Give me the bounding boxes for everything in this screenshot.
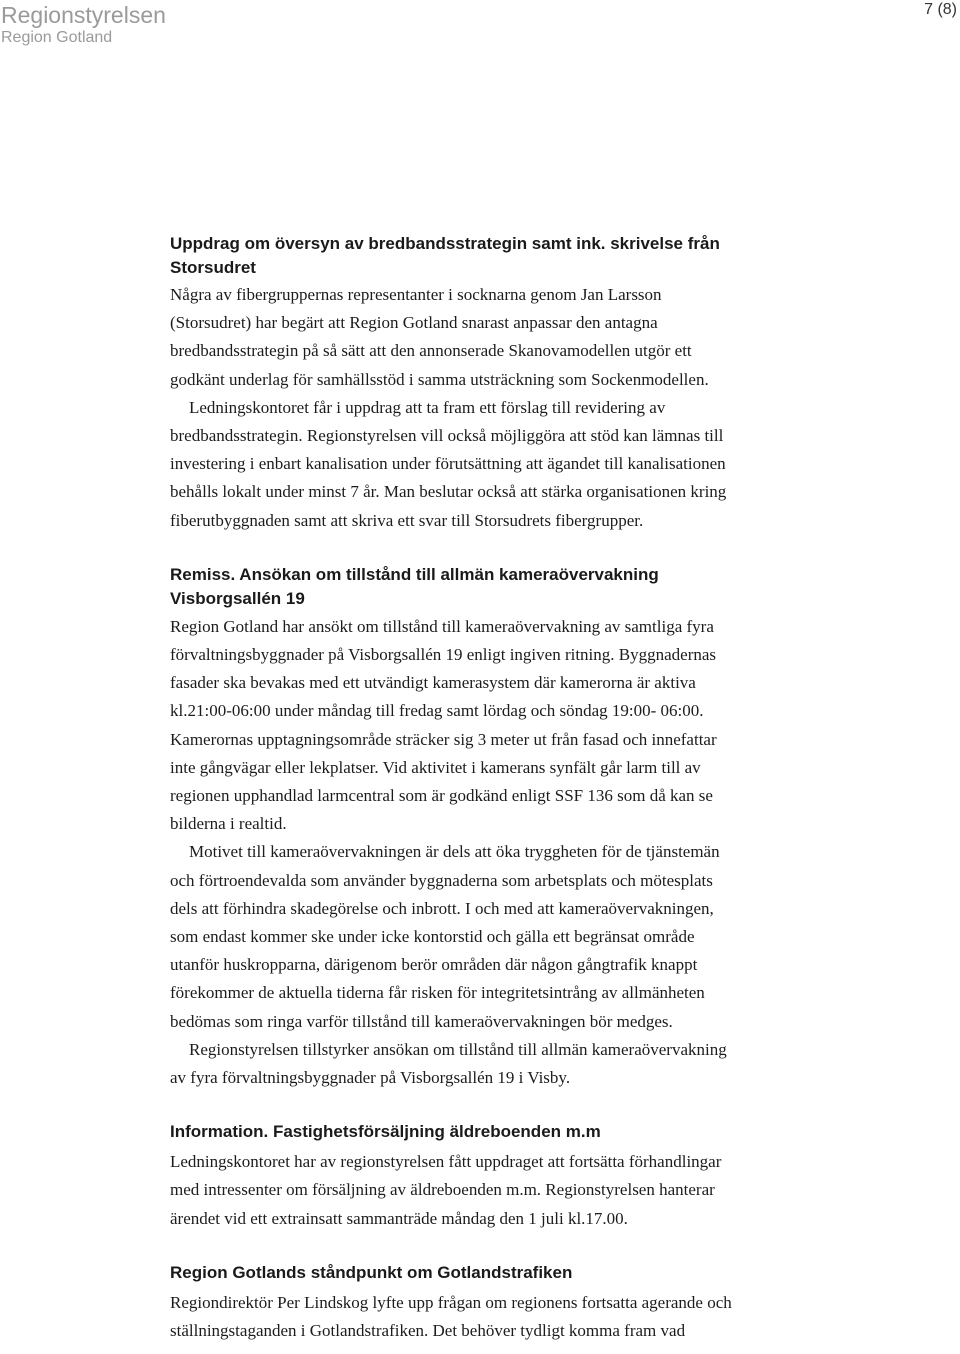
paragraph-line: (Storsudret) har begärt att Region Gotland snarast anpassar den antagna [170,313,658,333]
paragraph-line: utanför huskropparna, därigenom berör områden där någon gångtrafik knappt [170,955,698,975]
paragraph-line: behålls lokalt under minst 7 år. Man beslutar också att stärka organisationen kring [170,482,727,502]
paragraph-line: Regionstyrelsen tillstyrker ansökan om tillstånd till allmän kameraövervakning [189,1039,727,1059]
header-subtitle: Region Gotland [1,29,113,46]
paragraph-line: kl.21:00-06:00 under måndag till fredag samt lördag och söndag 19:00- 06:00. [170,701,704,721]
paragraph-line: och förtroendevalda som använder byggnaderna som arbetsplats och mötesplats [170,870,713,890]
paragraph-line: ärendet vid ett extrainsatt sammanträde måndag den 1 juli kl.17.00. [170,1208,628,1228]
section-fastighetsforsaljning [170,1120,850,1233]
paragraph-line: Ledningskontoret får i uppdrag att ta fram ett förslag till revidering av [189,397,666,417]
paragraph-line: investering i enbart kanalisation under förutsättning att ägandet till kanalisationen [170,454,726,474]
section-gotlandstrafiken [170,1261,850,1345]
document-body [170,232,850,1345]
paragraph-line: av fyra förvaltningsbyggnader på Visborgsallén 19 i Visby. [170,1068,571,1088]
paragraph-line: ställningstaganden i Gotlandstrafiken. Det behöver tydligt komma fram vad [170,1321,686,1341]
paragraph-line: regionen upphandlad larmcentral som är godkänd enligt SSF 136 som då kan se [170,786,713,806]
paragraph-line: Ledningskontoret har av regionstyrelsen fått uppdraget att fortsätta förhandlingar [170,1152,722,1172]
paragraph-line: med intressenter om försäljning av äldreboenden m.m. Regionstyrelsen hanterar [170,1180,715,1200]
section-heading: Region Gotlands ståndpunkt om Gotlandstrafiken [170,1262,573,1282]
section-kameraovervakning [170,563,850,1092]
paragraph-line: bredbandsstrategin på så sätt att den annonserade Skanovamodellen utgör ett [170,341,692,361]
section-bredband [170,232,850,535]
page-number: 7 (8) [924,1,957,18]
paragraph-line: bredbandsstrategin. Regionstyrelsen vill också möjliggöra att stöd kan lämnas till [170,426,724,446]
section-heading: Uppdrag om översyn av bredbandsstrategin samt ink. skrivelse från Storsudret [170,234,720,277]
section-heading: Information. Fastighetsförsäljning äldreboenden m.m [170,1122,601,1142]
paragraph-line: fasader ska bevakas med ett utvändigt kamerasystem där kamerorna är aktiva [170,673,696,693]
paragraph-line: Kamerornas upptagningsområde sträcker sig 3 meter ut från fasad och innefattar [170,729,717,749]
header-title: Regionstyrelsen [1,2,166,28]
paragraph-line: Region Gotland har ansökt om tillstånd till kameraövervakning av samtliga fyra [170,616,714,636]
section-heading: Remiss. Ansökan om tillstånd till allmän kameraövervakning Visborgsallén 19 [170,564,659,608]
paragraph-line: bedömas som ringa varför tillstånd till kameraövervakningen bör medges. [170,1011,673,1031]
paragraph-line: fiberutbyggnaden samt att skriva ett svar till Storsudrets fibergrupper. [170,510,644,530]
paragraph-line: inte gångvägar eller lekplatser. Vid aktivitet i kamerans synfält går larm till av [170,757,701,777]
paragraph-line: Regiondirektör Per Lindskog lyfte upp frågan om regionens fortsatta agerande och [170,1292,732,1312]
paragraph-line: förvaltningsbyggnader på Visborgsallén 19 enligt ingiven ritning. Byggnadernas [170,645,717,665]
paragraph-line: dels att förhindra skadegörelse och inbrott. I och med att kameraövervakningen, [170,898,714,918]
paragraph-line: godkänt underlag för samhällsstöd i samma utsträckning som Sockenmodellen. [170,369,709,389]
paragraph-line: bilderna i realtid. [170,814,287,834]
paragraph-line: Motivet till kameraövervakningen är dels att öka tryggheten för de tjänstemän [189,842,720,862]
paragraph-line: Några av fibergruppernas representanter i socknarna genom Jan Larsson [170,285,662,304]
paragraph-line: som endast kommer ske under icke kontorstid och gälla ett begränsat område [170,927,695,947]
paragraph-line: förekommer de aktuella tiderna får risken för integritetsintrång av allmänheten [170,983,705,1003]
